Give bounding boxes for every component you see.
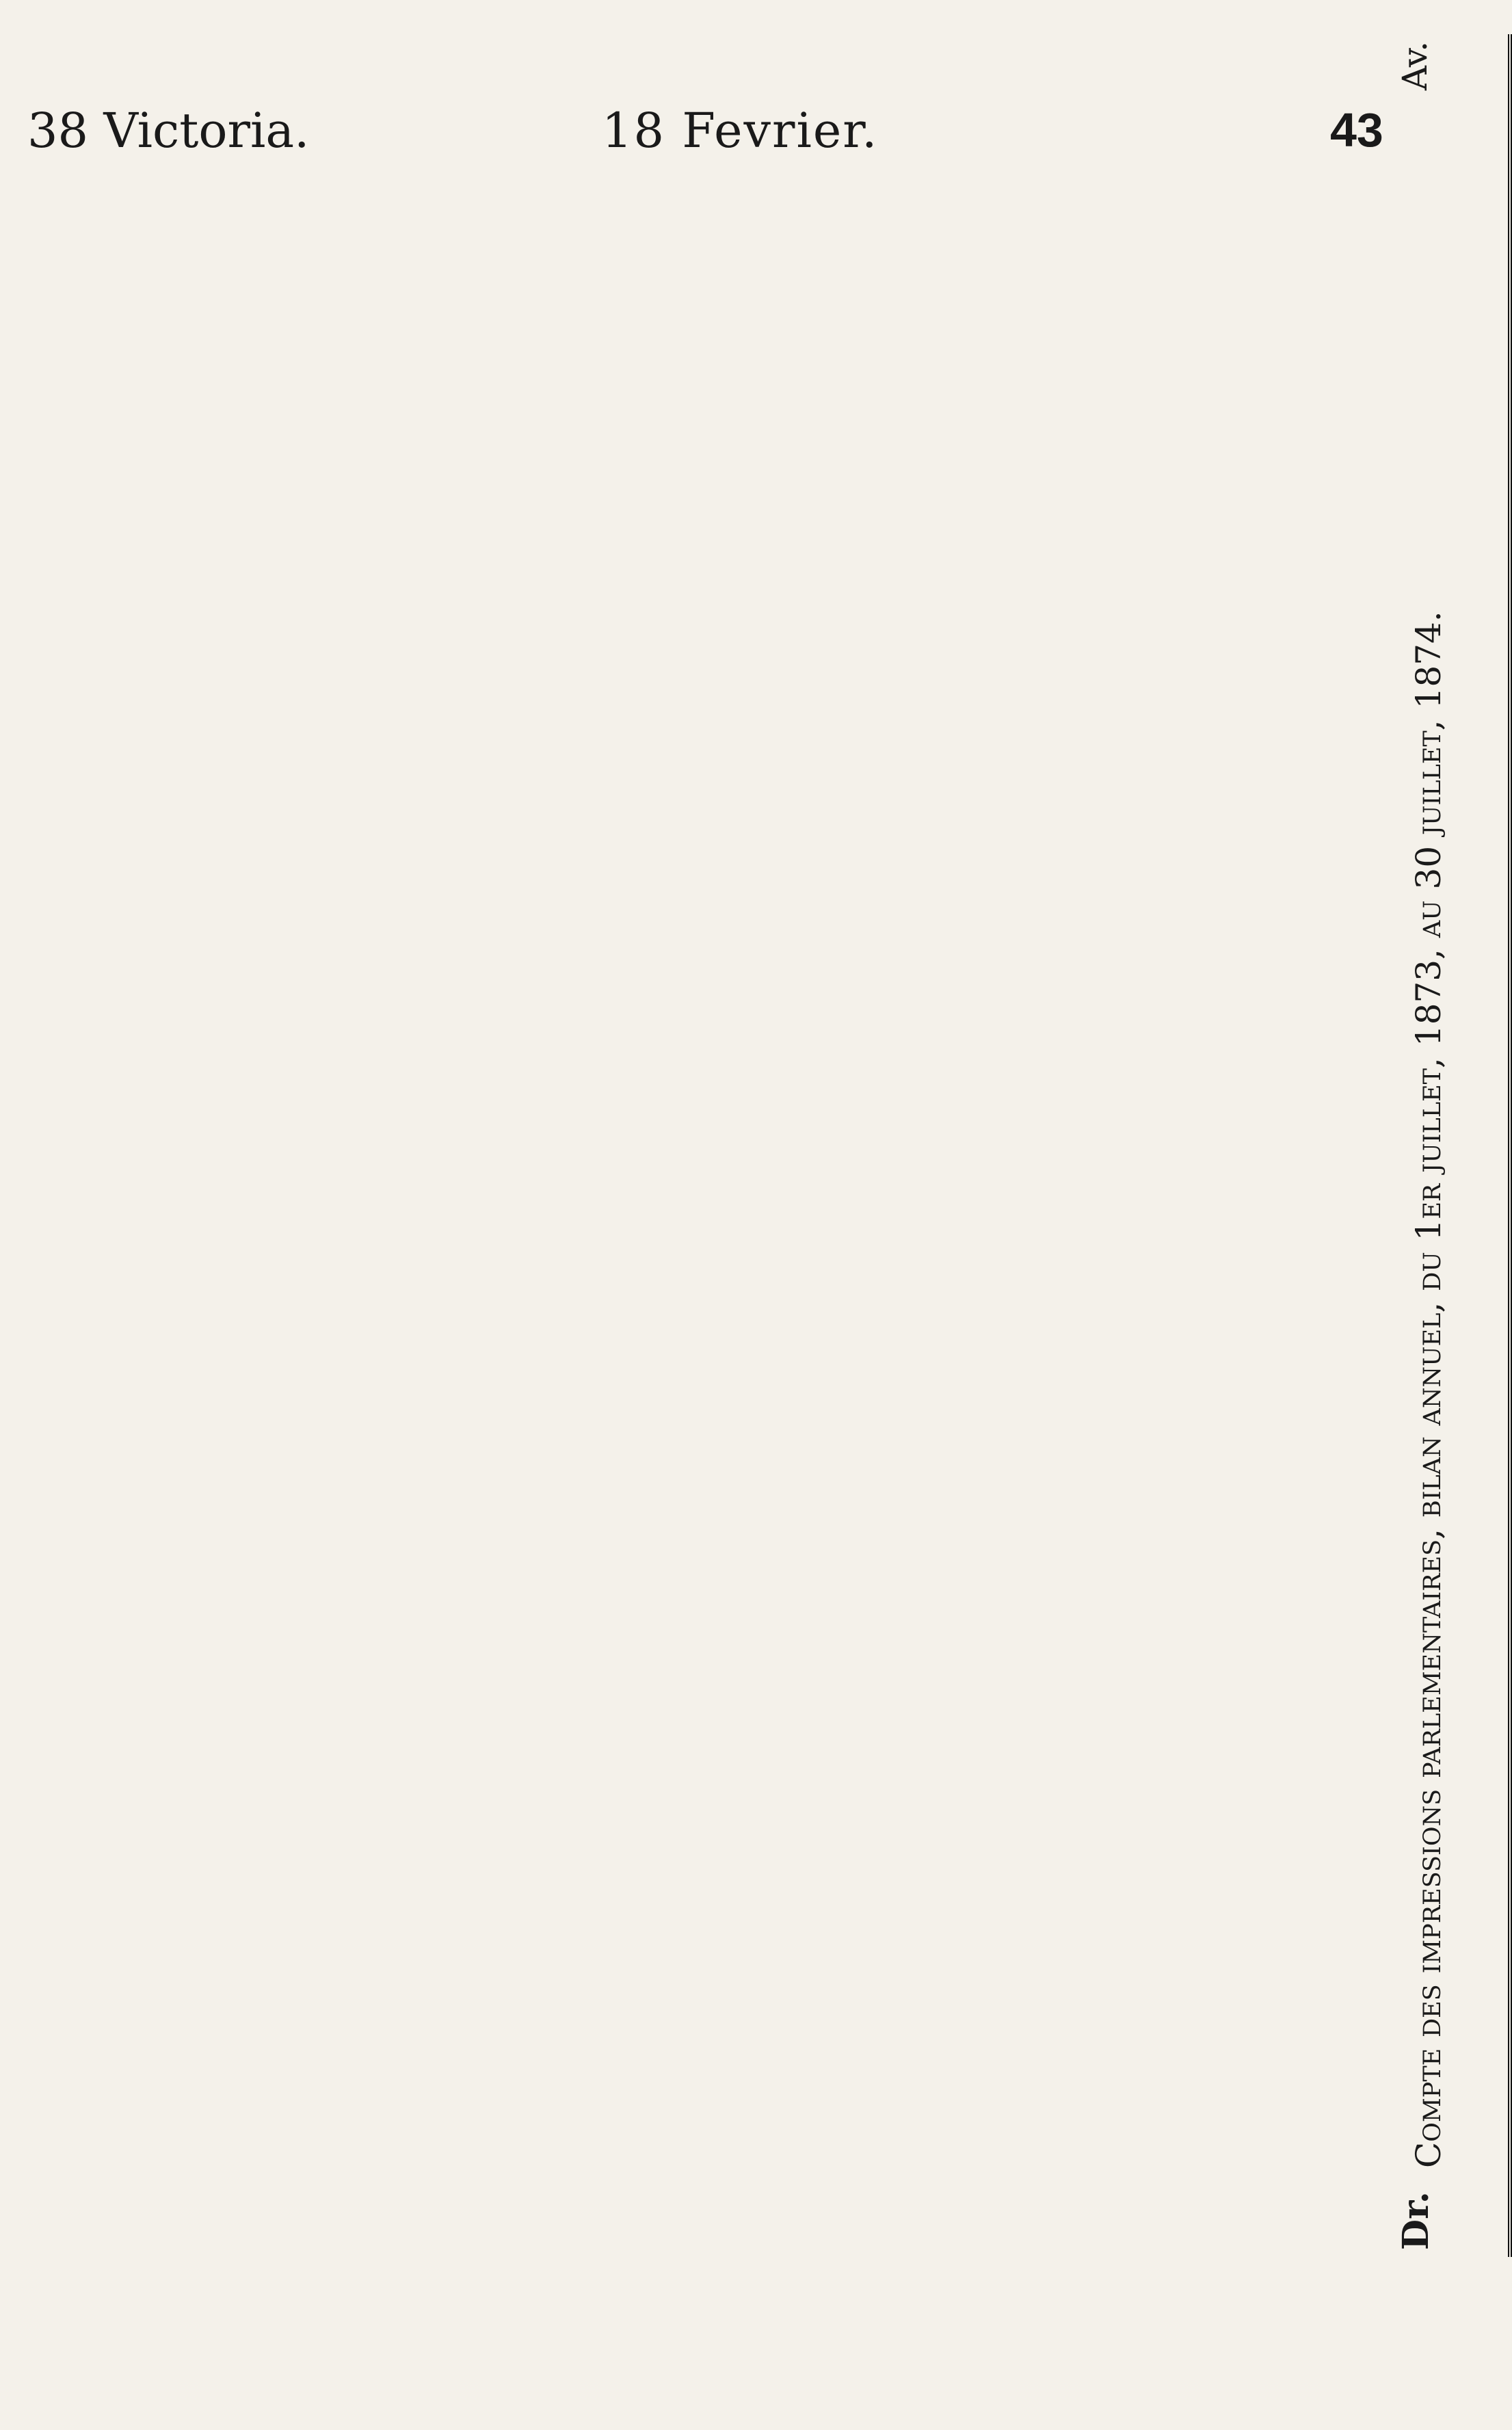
credit-marker: Av.	[1395, 41, 1435, 91]
running-head-session: 38 Victoria.	[27, 103, 310, 159]
table-top-rule	[1508, 34, 1512, 2257]
running-head-date: 18 Fevrier.	[602, 103, 879, 159]
debit-marker: Dr.	[1395, 2191, 1437, 2250]
table-title: Compte des impressions parlementaires, bilan annuel, du 1er juillet, 1873, au 30 juillet, 1874.	[1409, 611, 1448, 2168]
page-number: 43	[1330, 103, 1383, 157]
account-table	[1395, 34, 1512, 2257]
